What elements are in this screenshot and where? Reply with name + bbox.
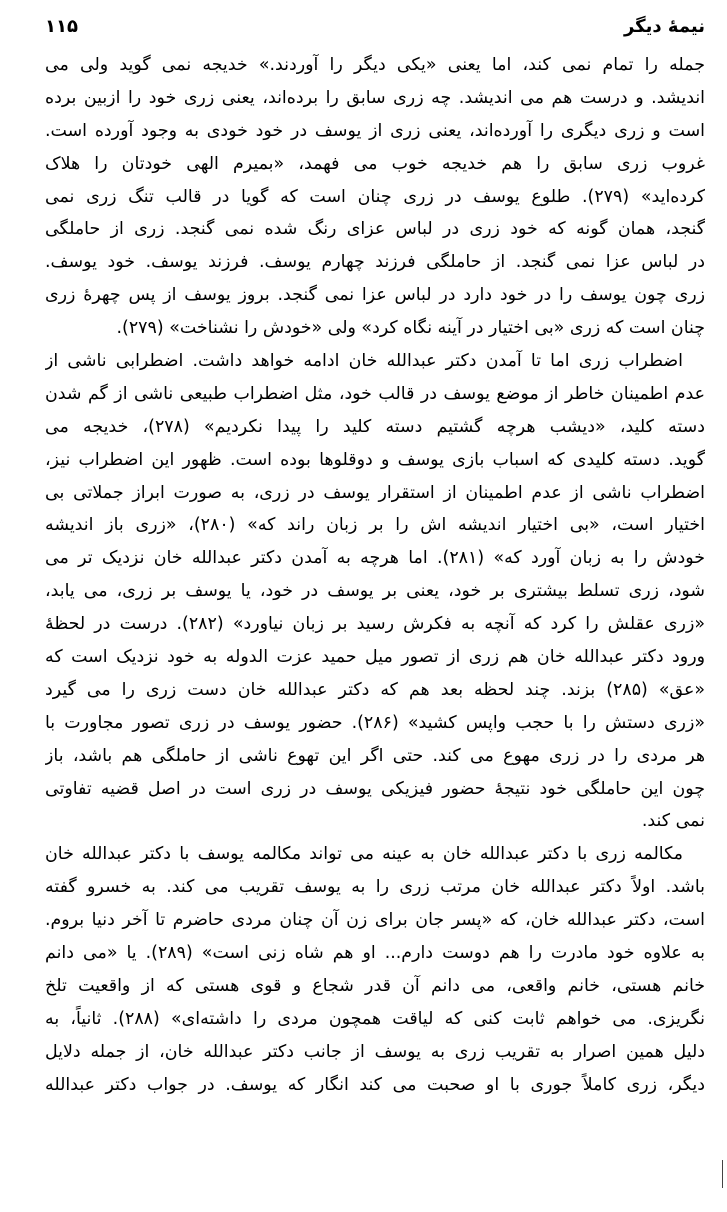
text-line: خودش را به زبان آورد که» (۲۸۱). اما هرچه به آمدن دکتر عبدالله خان نزدیک تر می bbox=[45, 548, 705, 569]
text-line: ورود دکتر عبدالله خان هم زری از تصور میل حمید عزت الدوله به خود نزدیک است که bbox=[45, 647, 705, 668]
text-line: «زری دستش را با حجب واپس کشید» (۲۸۶). حضور یوسف در زری تصور مجاورت با bbox=[45, 712, 705, 733]
text-line: نگریزی. می خواهم ثابت کنی که لیاقت همچون مردی را داشته‌ای» (۲۸۸). ثانیاً، به bbox=[45, 1008, 705, 1029]
running-title: نیمهٔ دیگر bbox=[623, 16, 705, 37]
text-line: کرده‌اید» (۲۷۹). طلوع یوسف در زری چنان است که گویا در قالب تنگ زری نمی bbox=[45, 186, 705, 207]
text-line: جمله را تمام نمی کند، اما یعنی «یکی دیگر را آوردند.» خدیجه نمی گوید ولی می bbox=[45, 55, 705, 75]
text-line: هر مردی را در زری مهوع می کند. حتی اگر این تهوع ناشی از حاملگی هم باشد، باز bbox=[45, 745, 705, 766]
text-line: اضطراب ناشی از عدم اطمینان از استقرار یوسف در زری، به صورت ابراز جملاتی بی bbox=[45, 482, 705, 503]
text-line: «عق» (۲۸۵) بزند. چند لحظه بعد هم که دکتر عبدالله خان دست زری را می گیرد bbox=[45, 679, 705, 700]
text-line: مکالمه زری با دکتر عبدالله خان به عینه می تواند مکالمه یوسف با دکتر عبدالله خان bbox=[45, 844, 683, 865]
text-line: اختیار است، «بی اختیار اندیشه اش را بر زبان راند که» (۲۸۰)، «زری باز اندیشه bbox=[45, 515, 705, 536]
text-line: چنان است که زری «بی اختیار در آینه نگاه کرد» ولی «خودش را نشناخت» (۲۷۹). bbox=[116, 318, 705, 339]
text-line: چون این حاملگی خود نتیجهٔ حضور فیزیکی یوسف در زری است در اصل قضیه تفاوتی bbox=[45, 778, 705, 799]
page-number: ۱۱۵ bbox=[45, 16, 78, 37]
text-line: است و زری دیگری را آورده‌اند، یعنی زری از یوسف در خود خودی به وجود آورده است. bbox=[45, 120, 705, 141]
text-line: در لباس عزا نمی گنجد. از حاملگی فرزند چهارم یوسف. فرزند یوسف. خود یوسف. bbox=[45, 252, 705, 273]
text-line: عدم اطمینان خاطر از موضع یوسف در قالب خود، مثل اضطراب طبیعی ناشی از گم شدن bbox=[45, 383, 705, 404]
text-line: دلیل همین اصرار به تقریب زری به یوسف از جانب دکتر عبدالله خان، از جمله دلایل bbox=[45, 1041, 705, 1062]
text-line: دسته کلید، «دیشب هرچه گشتیم دسته کلید را پیدا نکردیم» (۲۷۸)، خدیجه می bbox=[45, 416, 705, 437]
text-line: گنجد، همان گونه که خود زری در لباس عزای رنگ شده نمی گنجد. زری از حاملگی bbox=[45, 219, 705, 240]
text-line: غروب زری سابق را هم خدیجه خوب می فهمد، «بمیرم الهی خودتان را هلاک bbox=[45, 153, 705, 174]
text-line: باشد. اولاً دکتر عبدالله خان مرتب زری را به یوسف تقریب می کند. به خسرو گفته bbox=[45, 877, 705, 898]
text-line: «زری عقلش را کرد که آنچه به فکرش رسید بر زبان نیاورد» (۲۸۲). درست در لحظهٔ bbox=[45, 614, 705, 635]
text-line: گوید. دسته کلیدی که اسباب بازی یوسف و دوقلوها بوده است. ظهور این اضطراب نیز، bbox=[45, 449, 705, 470]
text-line: دیگر، زری کاملاً جوری با او صحبت می کند انگار که یوسف. در جواب دکتر عبدالله bbox=[45, 1074, 705, 1095]
text-line: زری چون یوسف را در خود دارد در لباس عزا نمی گنجد. بروز یوسف از پس چهرهٔ زری bbox=[45, 285, 705, 306]
text-line: است، دکتر عبدالله خان، که «پسر جان برای زن آن چنان مردی حاضرم تا آخر دنیا بروم. bbox=[45, 910, 705, 931]
text-line: شود، زری تسلط بیشتری بر خود، یعنی بر یوسف در خود، یا یوسف بر زری، می یابد، bbox=[45, 581, 705, 602]
page-header bbox=[45, 14, 705, 44]
text-line: اندیشد. و درست هم می اندیشد. چه زری سابق را برده‌اند، یعنی زری خود را ازبین برده bbox=[45, 87, 705, 108]
body-text bbox=[45, 49, 705, 1102]
text-line: به علاوه خود مادرت را هم دوست دارم... او هم شاه زنی است» (۲۸۹). یا «می دانم bbox=[45, 943, 705, 964]
text-line: خانم هستی، خانم واقعی، می دانم آن قدر شجاع و قوی هستی که از واقعیت تلخ bbox=[45, 975, 705, 996]
text-line: نمی کند. bbox=[641, 811, 705, 832]
text-line: اضطراب زری اما تا آمدن دکتر عبدالله خان ادامه خواهد داشت. اضطرابی ناشی از bbox=[45, 351, 683, 372]
margin-mark bbox=[722, 1160, 723, 1188]
